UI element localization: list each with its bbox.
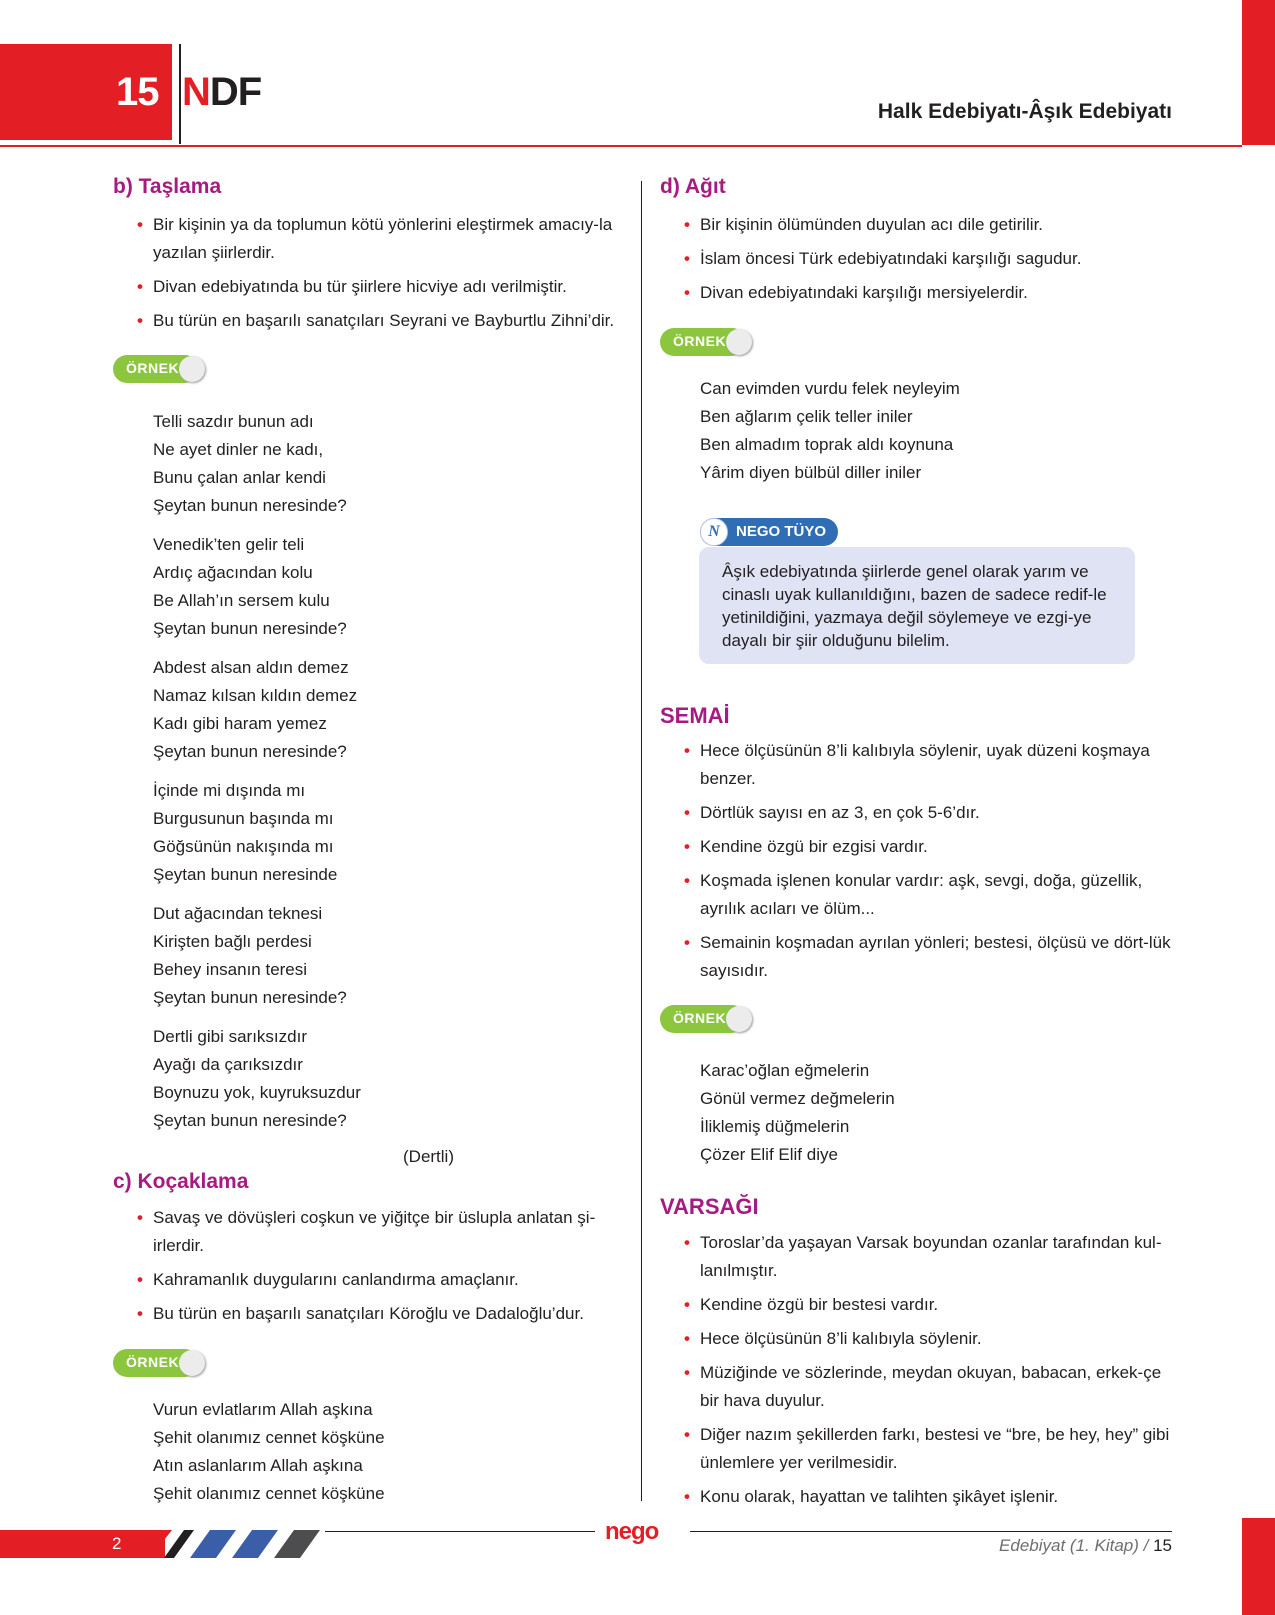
header-rule xyxy=(0,145,1242,147)
list-item: • Divan edebiyatındaki karşılığı mersiyelerdir. xyxy=(684,279,1174,307)
stanza: Abdest alsan aldın demez Namaz kılsan kıldın demez Kadı gibi haram yemez Şeytan bunun neresinde? xyxy=(153,658,358,761)
list-item: • Diğer nazım şekillerden farkı, bestesi ve “bre, be hey, hey” gibi ünlemlere yer verilmesidir. xyxy=(684,1421,1174,1477)
header-divider-line xyxy=(179,44,181,144)
page-title: Halk Edebiyatı-Âşık Edebiyatı xyxy=(877,100,1172,123)
list-item: • Bu türün en başarılı sanatçıları Köroğlu ve Dadaloğlu’dur. xyxy=(137,1300,632,1328)
poem-author: (Dertli) xyxy=(403,1147,454,1166)
list-item: • Bir kişinin ya da toplumun kötü yönlerini eleştirmek amacıy-la yazılan şiirlerdir. xyxy=(137,211,632,267)
toggle-knob-icon xyxy=(726,329,752,355)
book-reference: Edebiyat (1. Kitap) / 15 xyxy=(999,1536,1172,1555)
list-item: • Kendine özgü bir ezgisi vardır. xyxy=(684,833,1174,861)
varsagi-heading: VARSAĞI xyxy=(660,1194,759,1219)
taslama-poem xyxy=(153,408,361,1146)
stanza: Venedik’ten gelir teli Ardıç ağacından kolu Be Allah’ın sersem kulu Şeytan bunun neresinde? xyxy=(153,535,347,638)
list-item: • İslam öncesi Türk edebiyatındaki karşılığı sagudur. xyxy=(684,245,1174,273)
list-item: • Dörtlük sayısı en az 3, en çok 5-6’dır. xyxy=(684,799,1174,827)
toggle-knob-icon xyxy=(726,1006,752,1032)
ornek-badge: ÖRNEK xyxy=(113,355,205,383)
nego-tuyo-badge: NEGO TÜYO xyxy=(700,518,838,546)
toggle-knob-icon xyxy=(179,356,205,382)
list-item: • Hece ölçüsünün 8’li kalıbıyla söylenir, uyak düzeni koşmaya benzer. xyxy=(684,737,1174,793)
semai-bullets xyxy=(684,737,1174,991)
stanza: Telli sazdır bunun adı Ne ayet dinler ne kadı, Bunu çalan anlar kendi Şeytan bunun neresinde? xyxy=(153,412,347,515)
ornek-badge: ÖRNEK xyxy=(660,328,752,356)
semai-poem: Karac’oğlan eğmelerin Gönül vermez değmelerin İliklemiş düğmelerin Çözer Elif Elif diye xyxy=(700,1061,895,1164)
agit-heading: d) Ağıt xyxy=(660,175,726,198)
stanza: Dertli gibi sarıksızdır Ayağı da çarıksızdır Boynuzu yok, kuyruksuzdur Şeytan bunun neresinde? xyxy=(153,1027,361,1130)
ornek-badge: ÖRNEK xyxy=(660,1005,752,1033)
list-item: • Kendine özgü bir bestesi vardır. xyxy=(684,1291,1174,1319)
list-item: • Hece ölçüsünün 8’li kalıbıyla söylenir. xyxy=(684,1325,1174,1353)
footer-rule xyxy=(325,1531,595,1532)
list-item: • Semainin koşmadan ayrılan yönleri; bestesi, ölçüsü ve dört-lük sayısıdır. xyxy=(684,929,1174,985)
list-item: • Koşmada işlenen konular vardır: aşk, sevgi, doğa, güzellik, ayrılık acıları ve ölüm... xyxy=(684,867,1174,923)
unit-number: 15 xyxy=(116,70,159,114)
taslama-bullets xyxy=(137,211,632,341)
brand-logo: NDF xyxy=(182,70,262,114)
footer-right-tab xyxy=(1242,1518,1275,1615)
list-item: • Bu türün en başarılı sanatçıları Seyrani ve Bayburtlu Zihni’dir. xyxy=(137,307,632,335)
nego-logo: nego xyxy=(605,1518,659,1545)
list-item: • Divan edebiyatında bu tür şiirlere hicviye adı verilmiştir. xyxy=(137,273,632,301)
list-item: • Toroslar’da yaşayan Varsak boyundan ozanlar tarafından kul-lanılmıştır. xyxy=(684,1229,1174,1285)
stanza: Dut ağacından teknesi Kirişten bağlı perdesi Behey insanın teresi Şeytan bunun neresinde? xyxy=(153,904,347,1007)
list-item: • Kahramanlık duygularını canlandırma amaçlanır. xyxy=(137,1266,632,1294)
nego-tuyo-text: Âşık edebiyatında şiirlerde genel olarak yarım ve cinaslı uyak kullanıldığını, bazen de sadece redif-le yetinildiğini, yazmaya değil söylemeye ve ezgi-ye dayalı bir şiir olduğunu bilelim. xyxy=(722,562,1107,650)
agit-bullets xyxy=(684,211,1174,313)
semai-heading: SEMAİ xyxy=(660,703,730,728)
column-divider xyxy=(641,181,642,1501)
taslama-heading: b) Taşlama xyxy=(113,175,222,198)
footer-stripes-icon xyxy=(160,1530,330,1558)
list-item: • Konu olarak, hayattan ve talihten şikâyet işlenir. xyxy=(684,1483,1174,1511)
kocaklama-poem: Vurun evlatlarım Allah aşkına Şehit olanımız cennet köşküne Atın aslanlarım Allah aşkına Şehit olanımız cennet köşküne xyxy=(153,1400,385,1503)
varsagi-bullets xyxy=(684,1229,1174,1517)
page-number: 2 xyxy=(112,1534,122,1553)
ornek-badge: ÖRNEK xyxy=(113,1349,205,1377)
toggle-knob-icon xyxy=(179,1350,205,1376)
stanza: İçinde mi dışında mı Burgusunun başında mı Göğsünün nakışında mı Şeytan bunun neresinde xyxy=(153,781,338,884)
agit-poem: Can evimden vurdu felek neyleyim Ben ağlarım çelik teller iniler Ben almadım toprak aldı koynuna Yârim diyen bülbül diller iniler xyxy=(700,379,960,482)
kocaklama-bullets xyxy=(137,1204,632,1334)
kocaklama-heading: c) Koçaklama xyxy=(113,1170,249,1193)
footer-red-block xyxy=(0,1530,165,1558)
list-item: • Bir kişinin ölümünden duyulan acı dile getirilir. xyxy=(684,211,1174,239)
list-item: • Savaş ve dövüşleri coşkun ve yiğitçe bir üslupla anlatan şi-irlerdir. xyxy=(137,1204,632,1260)
nego-logo-icon: N xyxy=(700,518,728,546)
list-item: • Müziğinde ve sözlerinde, meydan okuyan, babacan, erkek-çe bir hava duyulur. xyxy=(684,1359,1174,1415)
header-right-tab xyxy=(1242,0,1275,145)
footer-rule xyxy=(690,1531,1172,1532)
